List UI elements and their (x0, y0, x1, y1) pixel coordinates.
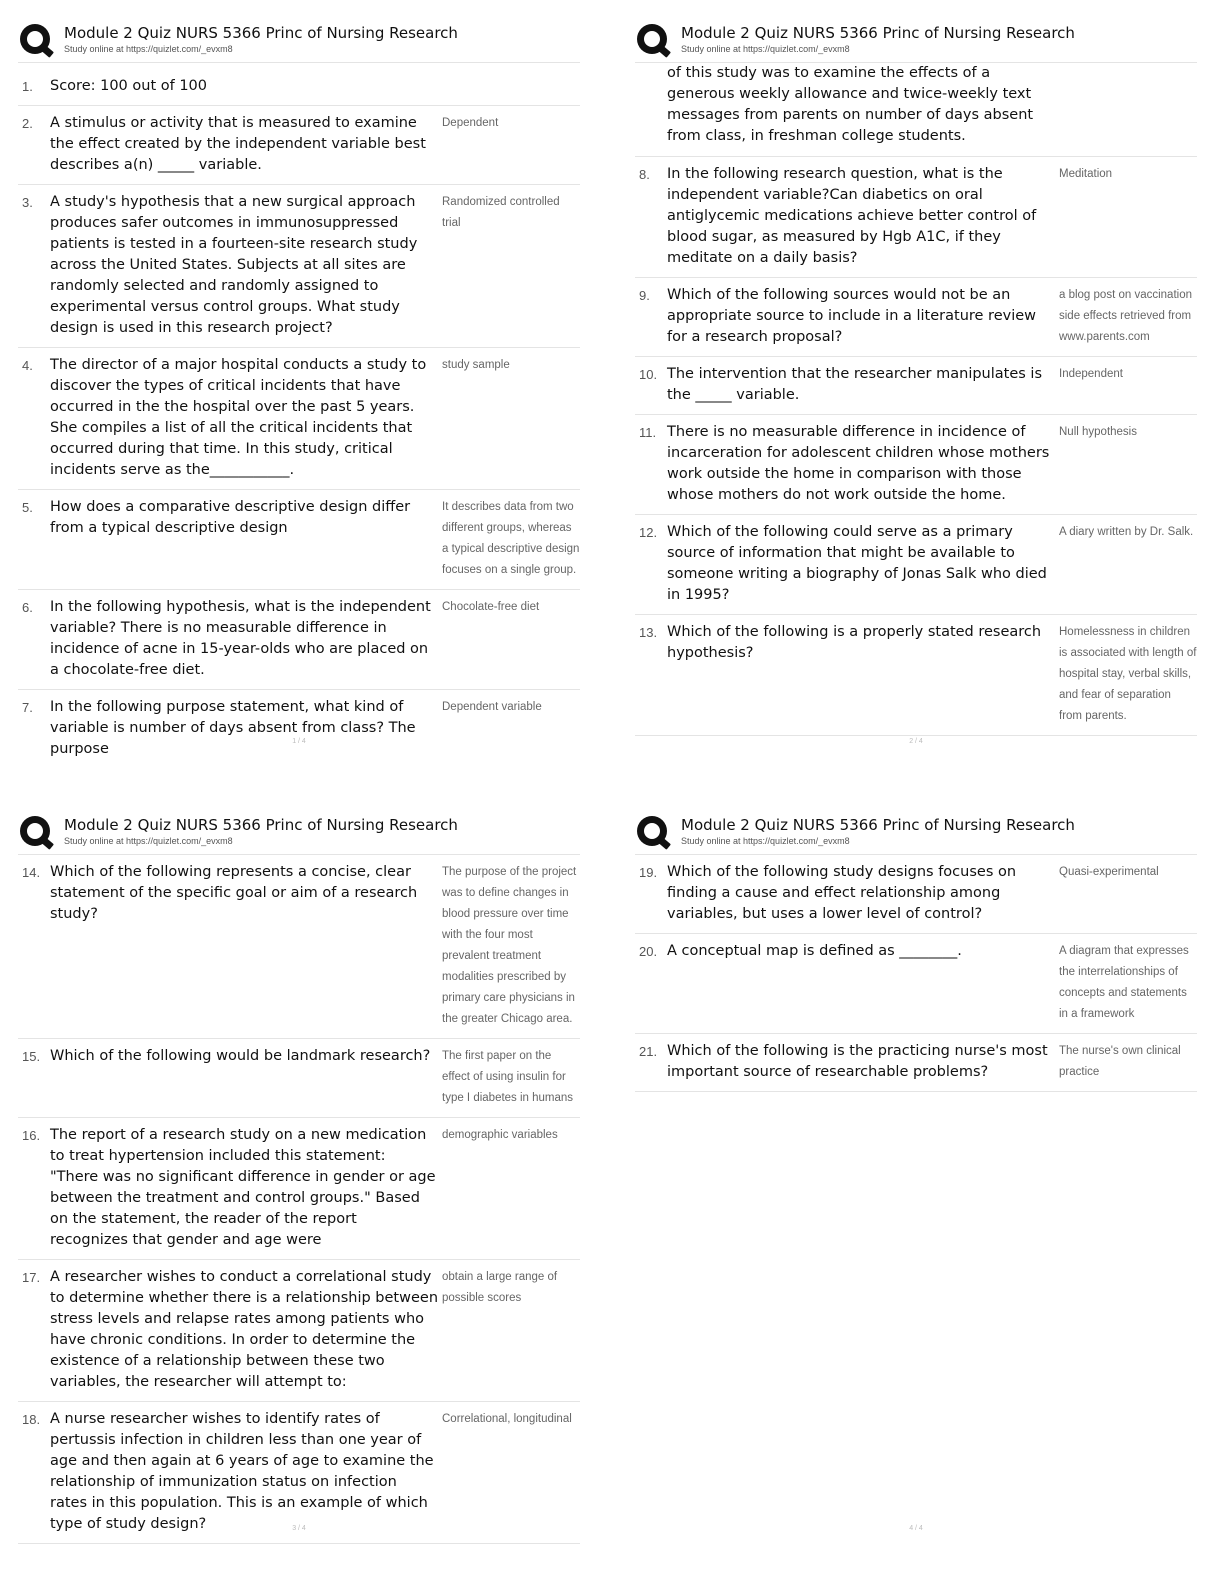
question-text: Which of the following is the practicing nurse's most important source of researchable problems? (667, 1043, 1048, 1080)
answer-text: Homelessness in children is associated with length of hospital stay, verbal skills, and fear of separation from parents. (1059, 626, 1197, 722)
question-number: 13. (639, 625, 658, 640)
page-title: Module 2 Quiz NURS 5366 Princ of Nursing Research (681, 24, 1075, 42)
question-row (635, 855, 1197, 934)
question-number: 9. (639, 288, 650, 303)
question-row (635, 278, 1197, 357)
question-text: In the following research question, what is the independent variable?Can diabetics on oral antiglycemic medications achieve better control of blood sugar, as measured by Hgb A1C, if they meditate on a daily basis? (667, 166, 1037, 266)
question-number: 12. (639, 525, 658, 540)
question-text: Which of the following sources would not be an appropriate source to include in a literature review for a research proposal? (667, 287, 1037, 345)
question-text: A conceptual map is defined as ________. (667, 943, 962, 959)
score-row (18, 69, 580, 106)
answer-text: Independent (1059, 368, 1123, 380)
page-header (635, 18, 1197, 63)
question-row (18, 590, 580, 690)
page-number: 2 / 4 (909, 738, 923, 745)
page-subtitle: Study online at https://quizlet.com/_evxm8 (681, 44, 850, 54)
answer-text: obtain a large range of possible scores (442, 1271, 558, 1304)
question-text: A researcher wishes to conduct a correlational study to determine whether there is a relationship between stress levels and relapse rates among patients who have chronic conditions. In order to determine the existence of a relationship between these two variables, the researcher will attempt to: (50, 1269, 439, 1390)
question-row (18, 185, 580, 348)
question-number: 1. (22, 79, 33, 94)
question-row (635, 1034, 1197, 1092)
question-number: 20. (639, 944, 658, 959)
answer-text: It describes data from two different groups, whereas a typical descriptive design focuses on a single group. (442, 501, 580, 576)
answer-text: Quasi-experimental (1059, 866, 1159, 878)
question-row (18, 1402, 580, 1544)
question-number: 11. (639, 425, 657, 440)
page-subtitle: Study online at https://quizlet.com/_evxm8 (64, 836, 233, 846)
page-subtitle: Study online at https://quizlet.com/_evxm8 (681, 836, 850, 846)
question-list (18, 855, 580, 1544)
question-number: 3. (22, 195, 33, 210)
question-number: 19. (639, 865, 658, 880)
question-row (18, 106, 580, 185)
question-list (635, 855, 1197, 1092)
answer-text: A diary written by Dr. Salk. (1059, 526, 1194, 538)
question-list (635, 157, 1197, 736)
question-list (18, 69, 580, 768)
question-number: 2. (22, 116, 33, 131)
answer-text: demographic variables (442, 1129, 558, 1141)
question-row (635, 357, 1197, 415)
page-number: 3 / 4 (292, 1525, 306, 1532)
question-number: 16. (22, 1128, 41, 1143)
question-text: Which of the following study designs focuses on finding a cause and effect relationship among variables, but uses a lower level of control? (667, 864, 1017, 922)
quizlet-logo-icon (20, 24, 50, 54)
answer-text: Meditation (1059, 168, 1113, 180)
question-text: In the following purpose statement, what kind of variable is number of days absent from class? The purpose (50, 699, 416, 757)
document-page (635, 18, 1197, 778)
question-row (635, 934, 1197, 1034)
question-row (18, 1118, 580, 1260)
question-number: 7. (22, 700, 33, 715)
document-page (18, 810, 580, 1570)
question-row (18, 1039, 580, 1118)
page-title: Module 2 Quiz NURS 5366 Princ of Nursing Research (64, 24, 458, 42)
page-subtitle: Study online at https://quizlet.com/_evxm8 (64, 44, 233, 54)
page-title: Module 2 Quiz NURS 5366 Princ of Nursing Research (681, 816, 1075, 834)
question-text: The intervention that the researcher manipulates is the _____ variable. (667, 366, 1043, 403)
question-text: In the following hypothesis, what is the independent variable? There is no measurable difference in incidence of acne in 15-year-olds who are placed on a chocolate-free diet. (50, 599, 431, 678)
question-text: Which of the following would be landmark research? (50, 1048, 431, 1064)
question-number: 6. (22, 600, 33, 615)
continuation-text: of this study was to examine the effects of a generous weekly allowance and twice-weekly text messages from parents on number of days absent from class, in freshman college students. (667, 65, 1034, 144)
answer-text: Correlational, longitudinal (442, 1413, 572, 1425)
question-row (18, 855, 580, 1039)
answer-text: Randomized controlled trial (442, 196, 560, 229)
question-text: A study's hypothesis that a new surgical approach produces safer outcomes in immunosuppressed patients is tested in a fourteen-site research study across the United States. Subjects at all sites are randomly selected and randomly assigned to experimental versus control groups. What study design is used in this research project? (50, 194, 418, 336)
question-text: There is no measurable difference in incidence of incarceration for adolescent children whose mothers work outside the home in comparison with those whose mothers do not work outside the home. (667, 424, 1050, 503)
document-page (18, 18, 580, 778)
question-number: 21. (639, 1044, 658, 1059)
answer-text: The purpose of the project was to define changes in blood pressure over time with the four most prevalent treatment modalities prescribed by primary care physicians in the greater Chicago area. (442, 866, 577, 1025)
answer-text: Null hypothesis (1059, 426, 1137, 438)
question-text: A nurse researcher wishes to identify rates of pertussis infection in children less than one year of age and then again at 6 years of age to examine the relationship of immunization status on infection rates in this population. This is an example of which type of study design? (50, 1411, 434, 1532)
page-header (635, 810, 1197, 855)
answer-text: a blog post on vaccination side effects retrieved from www.parents.com (1059, 289, 1192, 343)
page-title: Module 2 Quiz NURS 5366 Princ of Nursing Research (64, 816, 458, 834)
question-text: Which of the following could serve as a primary source of information that might be available to someone writing a biography of Jonas Salk who died in 1995? (667, 524, 1047, 603)
page-number: 4 / 4 (909, 1525, 923, 1532)
question-row (18, 690, 580, 768)
question-row (18, 1260, 580, 1402)
question-row (635, 515, 1197, 615)
question-number: 15. (22, 1049, 41, 1064)
answer-text: Chocolate-free diet (442, 601, 540, 613)
question-number: 17. (22, 1270, 41, 1285)
question-row (635, 157, 1197, 278)
answer-text: study sample (442, 359, 510, 371)
page-header (18, 18, 580, 63)
question-row (18, 490, 580, 590)
question-row (635, 415, 1197, 515)
question-text: Which of the following is a properly stated research hypothesis? (667, 624, 1042, 661)
question-number: 10. (639, 367, 658, 382)
question-number: 18. (22, 1412, 41, 1427)
question-number: 14. (22, 865, 41, 880)
question-number: 5. (22, 500, 33, 515)
question-text: A stimulus or activity that is measured to examine the effect created by the independent variable best describes a(n) _____ variable. (50, 115, 426, 173)
question-number: 8. (639, 167, 650, 182)
page-header (18, 810, 580, 855)
question-text: How does a comparative descriptive design differ from a typical descriptive design (50, 499, 411, 536)
quizlet-logo-icon (20, 816, 50, 846)
score-text: Score: 100 out of 100 (50, 78, 208, 94)
question-row (635, 615, 1197, 736)
question-text: Which of the following represents a concise, clear statement of the specific goal or aim of a research study? (50, 864, 418, 922)
quizlet-logo-icon (637, 24, 667, 54)
question-continuation (635, 63, 1197, 157)
quizlet-logo-icon (637, 816, 667, 846)
question-text: The report of a research study on a new medication to treat hypertension included this statement: "There was no significant difference in gender or age between the treatment and control groups." Based on the statement, the reader of the report recognizes that gender and age were (50, 1127, 436, 1248)
answer-text: Dependent variable (442, 701, 542, 713)
page-number: 1 / 4 (292, 738, 306, 745)
answer-text: Dependent (442, 117, 499, 129)
document-page (635, 810, 1197, 1570)
answer-text: The nurse's own clinical practice (1059, 1045, 1181, 1078)
question-text: The director of a major hospital conducts a study to discover the types of critical incidents that have occurred in the the hospital over the past 5 years. She compiles a list of all the critical incidents that occurred during that time. In this study, critical incidents serve as the___________. (50, 357, 427, 478)
answer-text: The first paper on the effect of using insulin for type I diabetes in humans (442, 1050, 574, 1104)
question-number: 4. (22, 358, 33, 373)
answer-text: A diagram that expresses the interrelationships of concepts and statements in a framework (1059, 945, 1189, 1020)
question-row (18, 348, 580, 490)
